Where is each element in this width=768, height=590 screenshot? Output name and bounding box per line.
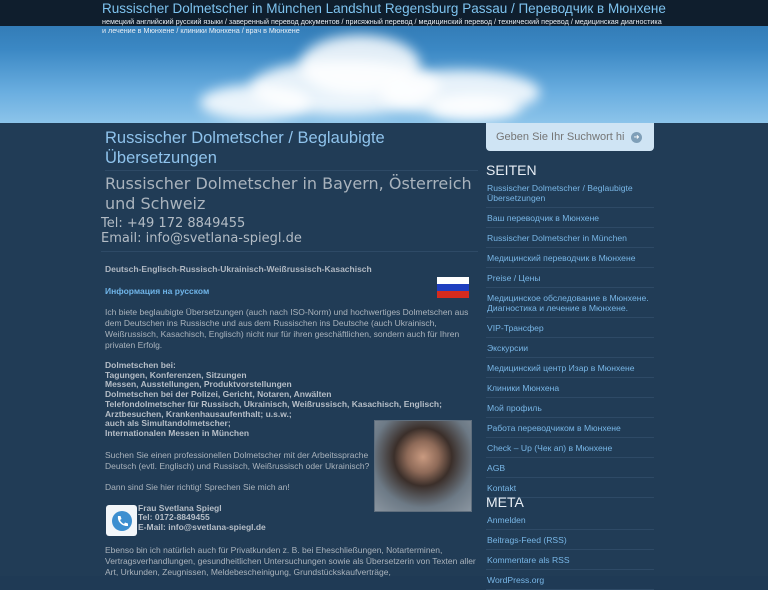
portrait-photo (374, 420, 472, 512)
site-tagline: немецкий английский русский языки / заверенный перевод документов / присяжный перевод / медицинский перевод / технический перевод / медицинская диагностика и лечение в Мюнхене / клиники Мюнхена / врач в Мюнхене (102, 17, 662, 35)
sidebar-item-dolmetscher-muenchen[interactable]: Russischer Dolmetscher in München (486, 228, 654, 248)
meta-list (486, 510, 654, 590)
sidebar-item-med-perevodchik[interactable]: Медицинский переводчик в Мюнхене (486, 248, 654, 268)
meta-item-login[interactable]: Anmelden (486, 510, 654, 530)
subtitle-line-2: und Schweiz (105, 194, 206, 213)
russian-info-link[interactable]: Информация на русском (105, 286, 210, 296)
services-line: auch als Simultandolmetscher; (105, 418, 231, 429)
services-line: Internationalen Messen in München (105, 427, 250, 438)
subtitle-line-1: Russischer Dolmetscher in Bayern, Österreich (105, 174, 472, 193)
contact-email[interactable]: E-Mail: info@svetlana-spiegl.de (138, 521, 266, 532)
services-line: Arztbesuchen, Krankenhausaufenthalt; u.s.w.; (105, 408, 292, 419)
page-title-line-2[interactable]: Übersetzungen (105, 148, 478, 171)
languages-line: Deutsch-Englisch-Russisch-Ukrainisch-Weißrussisch-Kasachisch (105, 264, 372, 274)
services-line: Telefondolmetscher für Russisch, Ukrainisch, Weißrussisch, Kasachisch, Englisch; (105, 398, 442, 409)
sidebar-item-kontakt[interactable]: Kontakt (486, 478, 654, 498)
russian-flag-icon[interactable] (437, 277, 469, 298)
pages-heading: SEITEN (486, 162, 537, 178)
services-line: Dolmetschen bei der Polizei, Gericht, Notaren, Anwälten (105, 389, 332, 400)
meta-heading: META (486, 494, 524, 510)
header-banner (0, 0, 768, 123)
sidebar-item-vip-transfer[interactable]: VIP-Трансфер (486, 318, 654, 338)
sidebar-item-agb[interactable]: AGB (486, 458, 654, 478)
private-clients-paragraph: Ebenso bin ich natürlich auch für Privatkunden z. B. bei Eheschließungen, Notarterminen, Vertragsverhandlungen, gesundheitlichen Untersuchungen sowie als Übersetzerin von Texten aller Art, Urkunden, Zeugnissen, Meldebescheinigung, Grundstückskaufverträge, (105, 545, 476, 578)
answer-line: Dann sind Sie hier richtig! Sprechen Sie mich an! (105, 481, 290, 492)
header-phone: Tel: +49 172 8849455 (101, 216, 246, 231)
sidebar-item-dolmetscher[interactable]: Russischer Dolmetscher / Beglaubigte Übersetzungen (486, 178, 654, 208)
meta-item-comments-rss[interactable]: Kommentare als RSS (486, 550, 654, 570)
phone-icon (106, 505, 137, 536)
sidebar-item-preise[interactable]: Preise / Цены (486, 268, 654, 288)
intro-paragraph: Ich biete beglaubigte Übersetzungen (auch nach ISO-Norm) und hochwertiges Dolmetschen aus dem Deutschen ins Russische und aus dem Russischen ins Deutsche (auch Ukrainisch, Weißrussisch, Kasachisch, Englisch) nicht nur für ihren geschäftlichen, sondern auch für Ihren privaten Erfolg. (105, 307, 469, 350)
services-line: Messen, Ausstellungen, Produktvorstellungen (105, 379, 292, 390)
services-line: Dolmetschen bei: (105, 360, 176, 370)
sidebar-item-check-up[interactable]: Check – Up (Чек ап) в Мюнхене (486, 438, 654, 458)
sidebar-item-ekskursii[interactable]: Экскурсии (486, 338, 654, 358)
contact-name: Frau Svetlana Spiegl (138, 502, 222, 513)
sidebar-item-med-obsledovanie[interactable]: Медицинское обследование в Мюнхене. Диагностика и лечение в Мюнхене. (486, 288, 654, 318)
site-title[interactable]: Russischer Dolmetscher in München Landshut Regensburg Passau / Переводчик в Мюнхене (102, 1, 666, 16)
sidebar-item-kliniki[interactable]: Клиники Мюнхена (486, 378, 654, 398)
meta-item-feed[interactable]: Beitrags-Feed (RSS) (486, 530, 654, 550)
search-arrow-icon[interactable]: ➜ (631, 132, 642, 143)
services-line: Tagungen, Konferenzen, Sitzungen (105, 369, 247, 380)
pages-list (486, 178, 654, 498)
contact-phone: Tel: 0172-8849455 (138, 512, 210, 523)
search-question: Suchen Sie einen professionellen Dolmetscher mit der Arbeitssprache Deutsch (evtl. Englisch) und Russisch, Weißrussisch oder Ukrainisch? (105, 449, 370, 471)
header-email: Email: info@svetlana-spiegl.de (101, 231, 478, 252)
search-input[interactable] (496, 129, 624, 145)
sidebar-item-profil[interactable]: Мой профиль (486, 398, 654, 418)
meta-item-wordpress[interactable]: WordPress.org (486, 570, 654, 590)
sidebar-item-rabota[interactable]: Работа переводчиком в Мюнхене (486, 418, 654, 438)
sidebar-item-izar[interactable]: Медицинский центр Изар в Мюнхене (486, 358, 654, 378)
page-title-line-1[interactable]: Russischer Dolmetscher / Beglaubigte (105, 129, 385, 147)
sidebar-item-perevodchik[interactable]: Ваш переводчик в Мюнхене (486, 208, 654, 228)
